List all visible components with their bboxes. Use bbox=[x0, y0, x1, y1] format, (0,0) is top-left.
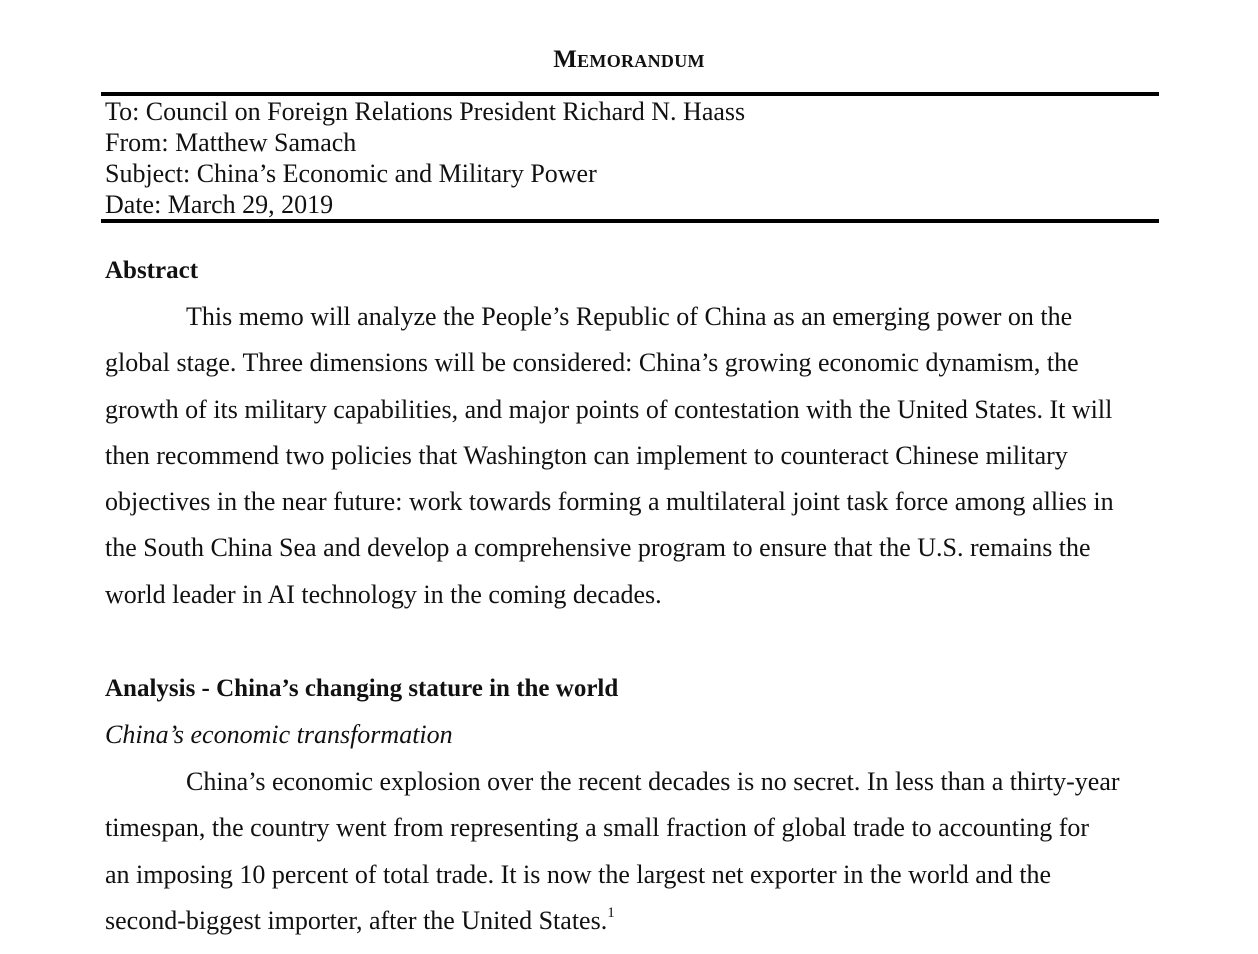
abstract-line: world leader in AI technology in the coming decades. bbox=[105, 579, 662, 609]
abstract-heading: Abstract bbox=[105, 257, 199, 284]
footnote-reference[interactable]: 1 bbox=[607, 905, 615, 922]
analysis-line: timespan, the country went from representing a small fraction of global trade to accounting for bbox=[105, 813, 1090, 843]
analysis-last-line bbox=[105, 905, 1155, 951]
memo-from-line: From: Matthew Samach bbox=[105, 128, 357, 157]
analysis-heading: Analysis - China’s changing stature in the world bbox=[105, 675, 619, 702]
header-bottom-rule bbox=[101, 219, 1159, 223]
memo-title: Memorandum bbox=[553, 46, 705, 73]
abstract-line: then recommend two policies that Washington can implement to counteract Chinese military bbox=[105, 440, 1068, 470]
memo-date-line: Date: March 29, 2019 bbox=[105, 190, 334, 219]
memo-subject-line: Subject: China’s Economic and Military Power bbox=[105, 159, 597, 188]
memo-to-line: To: Council on Foreign Relations President Richard N. Haass bbox=[105, 97, 746, 126]
analysis-paragraph bbox=[105, 766, 1155, 951]
abstract-line: This memo will analyze the People’s Republic of China as an emerging power on the bbox=[186, 302, 1073, 331]
abstract-line: objectives in the near future: work towards forming a multilateral joint task force among allies in bbox=[105, 487, 1114, 517]
analysis-line: China’s economic explosion over the recent decades is no secret. In less than a thirty-year bbox=[186, 767, 1120, 796]
analysis-subheading: China’s economic transformation bbox=[105, 720, 453, 749]
memo-header bbox=[105, 96, 1155, 220]
analysis-line: an imposing 10 percent of total trade. It is now the largest net exporter in the world and the bbox=[105, 859, 1052, 889]
analysis-line-text: second-biggest importer, after the United States. bbox=[105, 905, 608, 935]
abstract-line: growth of its military capabilities, and major points of contestation with the United States. It will bbox=[105, 394, 1113, 424]
abstract-line: global stage. Three dimensions will be considered: China’s growing economic dynamism, the bbox=[105, 348, 1079, 378]
abstract-line: the South China Sea and develop a comprehensive program to ensure that the U.S. remains the bbox=[105, 533, 1091, 563]
abstract-paragraph bbox=[105, 301, 1155, 625]
